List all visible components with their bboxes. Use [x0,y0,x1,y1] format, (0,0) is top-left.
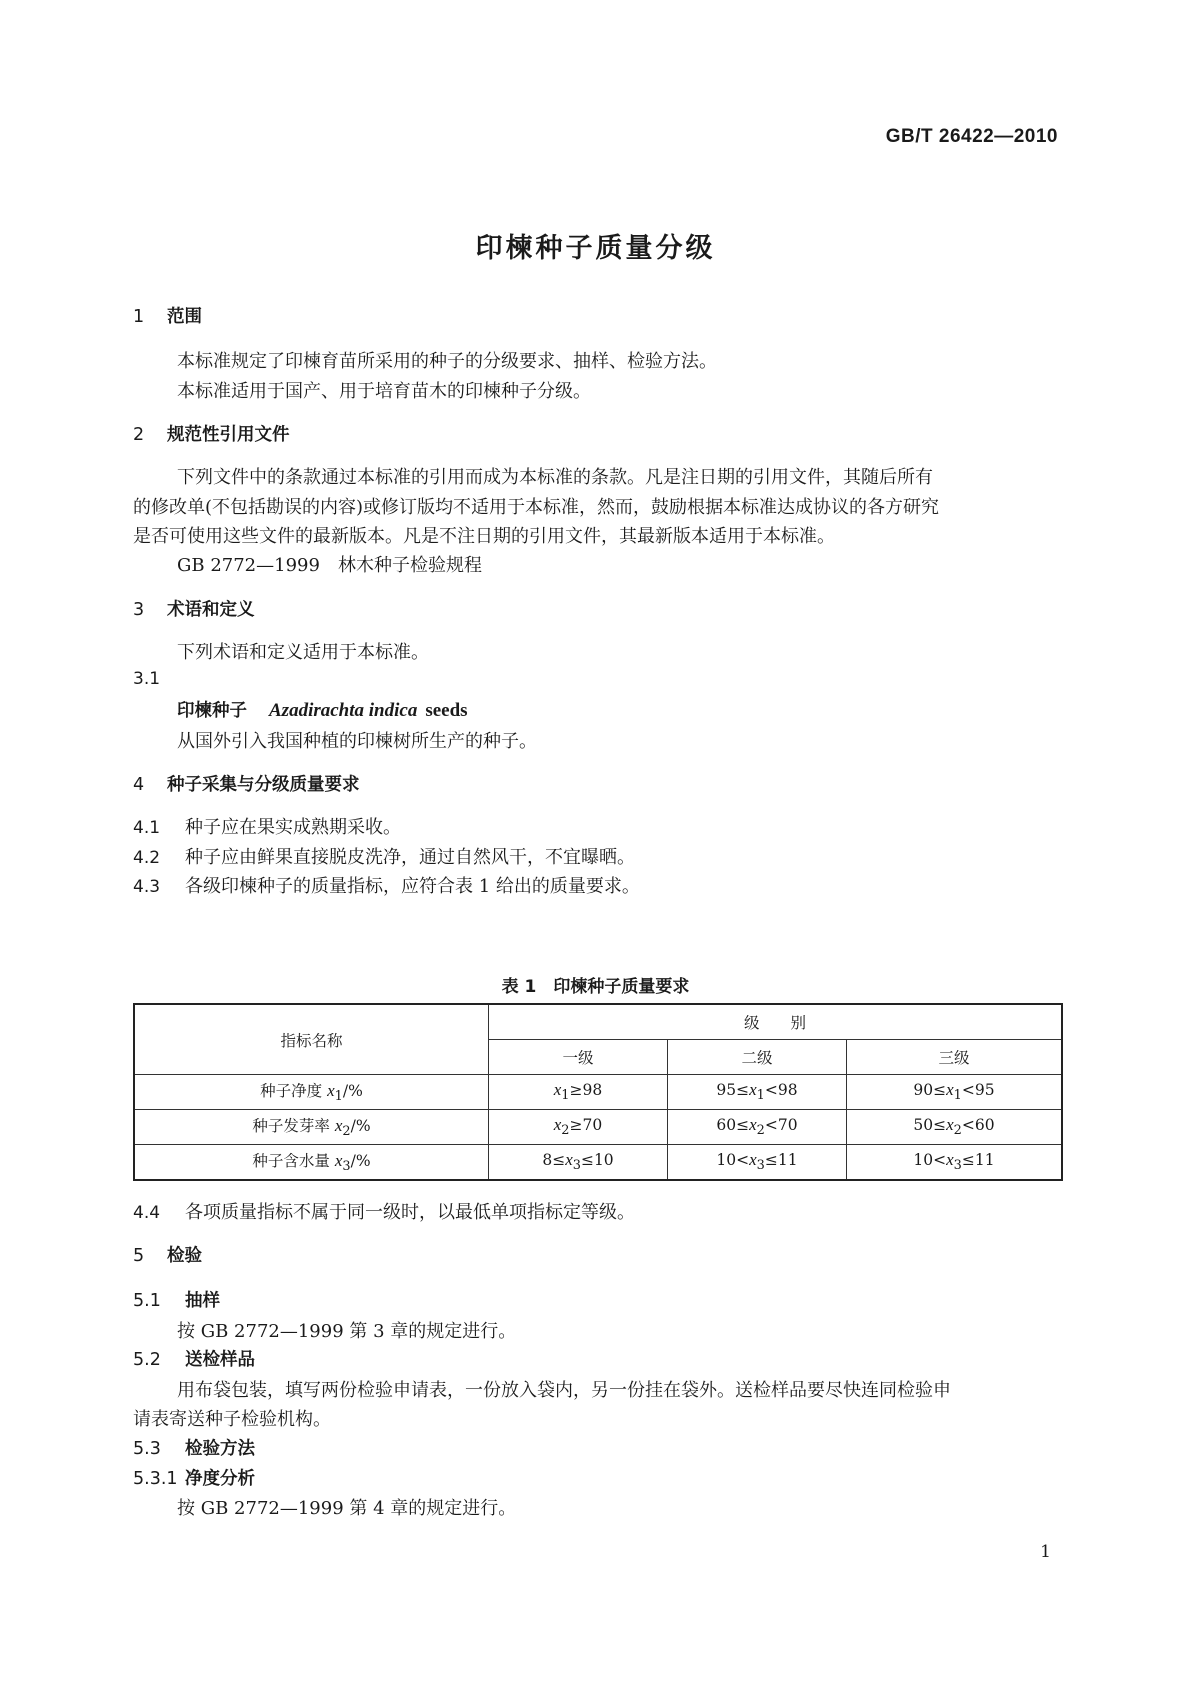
section-number: 5 [133,1246,145,1266]
section-title: 检验 [167,1246,202,1266]
cell-grade-1: $x_2\ge 70$ [489,1110,668,1145]
subclause-number: 3.1 [133,669,161,689]
section-2-heading [133,421,290,446]
header-indicator: 指标名称 [134,1004,489,1075]
paragraph: 下列术语和定义适用于本标准。 [177,642,429,663]
paragraph: 按 GB 2772—1999 第 3 章的规定进行。 [177,1321,517,1342]
subsection-5-1-heading: 5.1 抽样 [133,1291,220,1311]
section-title: 种子采集与分级质量要求 [167,775,360,795]
paragraph: 本标准适用于国产、用于培育苗木的印楝种子分级。 [177,381,591,402]
section-number: 4 [133,775,145,795]
section-title: 术语和定义 [167,600,255,620]
row-name: 种子发芽率 $x_2/\%$ [134,1110,489,1145]
paragraph: 本标准规定了印楝育苗所采用的种子的分级要求、抽样、检验方法。 [177,351,717,372]
header-grade-2: 二级 [668,1040,847,1075]
table-caption: 表 1 印楝种子质量要求 [501,977,690,997]
paragraph-line: 请表寄送种子检验机构。 [133,1409,331,1430]
normative-reference: GB 2772—1999 林木种子检验规程 [177,555,482,576]
section-title: 范围 [167,307,202,327]
section-title: 规范性引用文件 [167,425,290,445]
table-row [134,1110,1062,1145]
term-entry [177,697,468,722]
section-5-heading [133,1242,202,1267]
subsection-5-2-heading: 5.2 送检样品 [133,1350,255,1370]
cell-grade-1: $x_1\ge 98$ [489,1075,668,1110]
page-title: 印楝种子质量分级 [475,233,716,264]
clause-4-4: 4.4 各项质量指标不属于同一级时，以最低单项指标定等级。 [133,1202,635,1223]
cell-grade-3: $50\le x_2<60$ [847,1110,1063,1145]
header-grade-1: 一级 [489,1040,668,1075]
header-grade: 级 别 [489,1004,1063,1040]
term-definition: 从国外引入我国种植的印楝树所生产的种子。 [177,731,537,752]
cell-grade-3: $90\le x_1<95$ [847,1075,1063,1110]
clause-4-2: 4.2 种子应由鲜果直接脱皮洗净，通过自然风干，不宜曝晒。 [133,847,635,868]
cell-grade-2: $10<x_3\le 11$ [668,1145,847,1181]
header-grade-3: 三级 [847,1040,1063,1075]
term-latin: Azadirachta indica [269,700,418,721]
term-english: seeds [425,700,468,721]
subsection-5-3-1-heading: 5.3.1 净度分析 [133,1469,255,1489]
section-number: 2 [133,425,145,445]
row-name: 种子含水量 $x_3/\%$ [134,1145,489,1181]
paragraph-line: 是否可使用这些文件的最新版本。凡是不注日期的引用文件，其最新版本适用于本标准。 [133,526,835,547]
quality-table [133,1003,1063,1181]
paragraph-line: 下列文件中的条款通过本标准的引用而成为本标准的条款。凡是注日期的引用文件，其随后所有 [177,467,933,488]
row-name: 种子净度 $x_1/\%$ [134,1075,489,1110]
cell-grade-1: $8\le x_3\le 10$ [489,1145,668,1181]
cell-grade-3: $10<x_3\le 11$ [847,1145,1063,1181]
standard-number: GB/T 26422—2010 [885,126,1058,147]
clause-4-1: 4.1 种子应在果实成熟期采收。 [133,817,401,838]
cell-grade-2: $60\le x_2<70$ [668,1110,847,1145]
paragraph-line: 的修改单(不包括勘误的内容)或修订版均不适用于本标准，然而，鼓励根据本标准达成协议的各方研究 [133,497,940,518]
section-number: 3 [133,600,145,620]
paragraph: 按 GB 2772—1999 第 4 章的规定进行。 [177,1498,517,1519]
section-1-heading [133,303,202,328]
page-number: 1 [1040,1542,1051,1562]
paragraph-line: 用布袋包装，填写两份检验申请表，一份放入袋内，另一份挂在袋外。送检样品要尽快连同检验申 [177,1380,951,1401]
section-number: 1 [133,307,145,327]
term-chinese: 印楝种子 [177,701,247,721]
section-3-heading [133,596,255,621]
clause-4-3: 4.3 各级印楝种子的质量指标，应符合表 1 给出的质量要求。 [133,876,640,897]
table-row [134,1145,1062,1181]
table-row [134,1075,1062,1110]
cell-grade-2: $95\le x_1<98$ [668,1075,847,1110]
subsection-5-3-heading: 5.3 检验方法 [133,1439,255,1459]
section-4-heading [133,771,360,796]
